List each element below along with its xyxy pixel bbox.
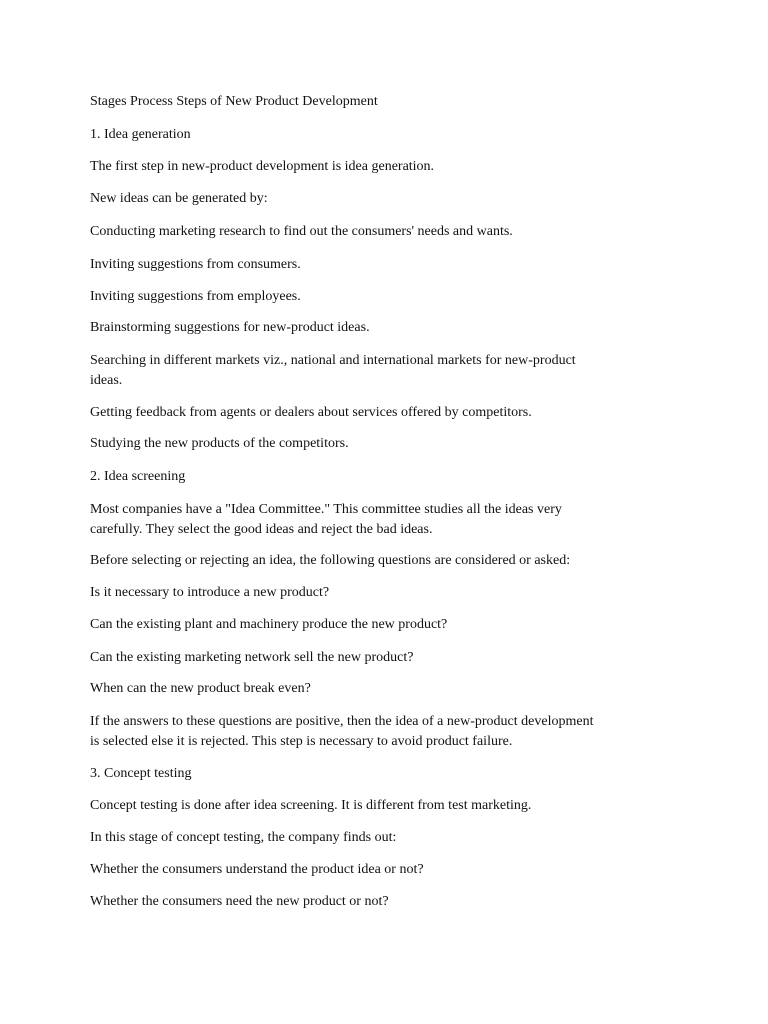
paragraph-text: In this stage of concept testing, the company finds out:: [90, 830, 397, 845]
paragraph-text: Before selecting or rejecting an idea, the following questions are considered or asked:: [90, 553, 571, 568]
list-item: Conducting marketing research to find out the consumers' needs and wants.: [90, 224, 513, 239]
text-line: is selected else it is rejected. This step is necessary to avoid product failure.: [90, 733, 513, 749]
list-item: Studying the new products of the competitors.: [90, 436, 349, 451]
text-line: ideas.: [90, 372, 123, 388]
question-item: Can the existing marketing network sell the new product?: [90, 650, 414, 665]
text-line: If the answers to these questions are positive, then the idea of a new-product development: [90, 714, 594, 729]
paragraph-text: Concept testing is done after idea screening. It is different from test marketing.: [90, 798, 532, 813]
text-line: Most companies have a "Idea Committee." This committee studies all the ideas very: [90, 502, 562, 517]
section-heading-concept-testing: 3. Concept testing: [90, 766, 192, 781]
question-item: When can the new product break even?: [90, 681, 311, 696]
list-item: Inviting suggestions from employees.: [90, 289, 301, 304]
document-title: Stages Process Steps of New Product Development: [90, 94, 378, 109]
section-heading-idea-screening: 2. Idea screening: [90, 469, 186, 484]
list-item: Brainstorming suggestions for new-product ideas.: [90, 320, 370, 335]
text-line: Searching in different markets viz., national and international markets for new-product: [90, 353, 576, 368]
list-item: Whether the consumers need the new product or not?: [90, 894, 389, 909]
list-item: Inviting suggestions from consumers.: [90, 257, 301, 272]
list-item: [90, 351, 690, 390]
list-item: Whether the consumers understand the product idea or not?: [90, 862, 424, 877]
list-item: Getting feedback from agents or dealers about services offered by competitors.: [90, 405, 532, 420]
text-line: carefully. They select the good ideas and reject the bad ideas.: [90, 521, 433, 537]
paragraph-text: New ideas can be generated by:: [90, 191, 268, 206]
question-item: Can the existing plant and machinery produce the new product?: [90, 617, 448, 632]
paragraph-text: [90, 500, 690, 539]
question-item: Is it necessary to introduce a new product?: [90, 585, 330, 600]
section-heading-idea-generation: 1. Idea generation: [90, 127, 191, 142]
paragraph-text: [90, 712, 690, 751]
paragraph-text: The first step in new-product development is idea generation.: [90, 159, 435, 174]
